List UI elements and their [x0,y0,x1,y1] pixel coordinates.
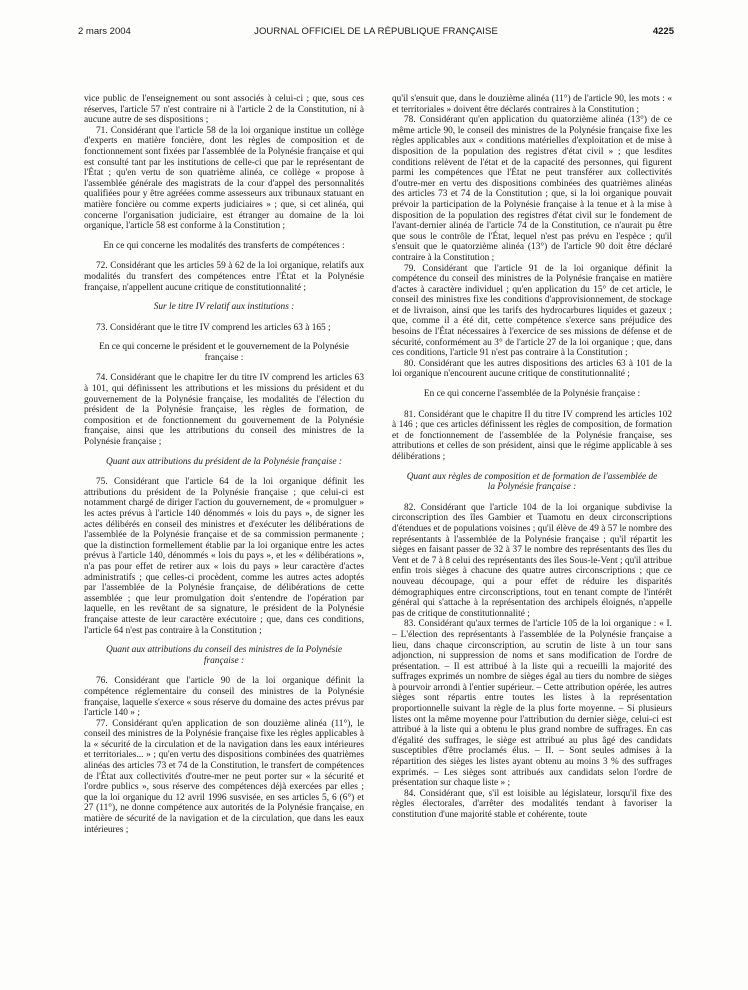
left-subsection-heading: Quant aux attributions du président de la Polynésie française : [106,456,342,467]
right-paragraph: 81. Considérant que le chapitre II du titre IV comprend les articles 102 à 146 ; que ces articles définissent les règles de composition, de formation et de fonctionnement de l'assemblée de la Polynésie française, ses attributions et celles de son président, ainsi que le régime applicable à ses délibérations ; [392,409,672,462]
right-subsection-heading: Quant aux règles de composition et de formation de l'assemblée de la Polynésie française : [406,471,658,493]
right-paragraph: qu'il s'ensuit que, dans le douzième alinéa (11°) de l'article 90, les mots : « et territoriales » doivent être déclarés contraires à la Constitution ; [392,94,672,115]
issue-date: 2 mars 2004 [78,26,131,37]
left-paragraph: 71. Considérant que l'article 58 de la loi organique institue un collège d'experts en matière foncière, dont les règles de composition et de fonctionnement sont fixées par l'assemblée de la Polynésie française et qui est consulté tant par les institutions de celle-ci que par le représentant de l'État ; qu'en vertu de son quatrième alinéa, ce collège « propose à l'assemblée générale des magistrats de la cour d'appel des personnalités qualifiées pour y être agréées comme assesseurs aux tribunaux statuant en matière foncière ou comme experts judiciaires » ; que, si cet alinéa, qui concerne l'organisation judiciaire, est étranger au domaine de la loi organique, l'article 58 est conforme à la Constitution ; [84,125,364,232]
right-paragraph: 83. Considérant qu'aux termes de l'article 105 de la loi organique : « I. – L'élection des représentants à l'assemblée de la Polynésie française a lieu, dans chaque circonscription, au scrutin de liste à un tour sans adjonction, ni suppression de noms et sans modification de l'ordre de présentation. – Il est attribué à la liste qui a recueilli la majorité des suffrages exprimés un nombre de sièges égal au tiers du nombre de sièges à pourvoir arrondi à l'entier supérieur. – Cette attribution opérée, les autres sièges sont répartis entre toutes les listes à la représentation proportionnelle suivant la règle de la plus forte moyenne. – Si plusieurs listes ont la même moyenne pour l'attribution du dernier siège, celui-ci est attribué à la liste qui a obtenu le plus grand nombre de suffrages. En cas d'égalité des suffrages, le siège est attribué au plus âgé des candidats susceptibles d'être proclamés élus. – II. – Sont seules admises à la répartition des sièges les listes ayant obtenu au moins 3 % des suffrages exprimés. – Les sièges sont attribués aux candidats selon l'ordre de présentation sur chaque liste » ; [392,619,672,789]
right-paragraph: 78. Considérant qu'en application du quatorzième alinéa (13°) de ce même article 90, le conseil des ministres de la Polynésie française fixe les règles applicables aux « conditions matérielles d'exploitation et de mise à disposition de la population des registres d'état civil » ; que lesdites conditions relèvent de l'état et de la capacité des personnes, qui figurent parmi les compétences que l'État ne peut transférer aux collectivités d'outre-mer en vertu des dispositions combinées des quatrièmes alinéas des articles 73 et 74 de la Constitution ; que, si la loi organique pouvait prévoir la participation de la Polynésie française à la tenue et à la mise à disposition de la population des registres d'état civil sur le fondement de l'avant-dernier alinéa de l'article 74 de la Constitution, ce n'aurait pu être que sous le contrôle de l'État, lequel n'est pas prévu en l'espèce ; qu'il s'ensuit que le quatorzième alinéa (13°) de l'article 90 doit être déclaré contraire à la Constitution ; [392,115,672,263]
journal-title: JOURNAL OFFICIEL DE LA RÉPUBLIQUE FRANÇAISE [254,26,498,37]
left-paragraph: 76. Considérant que l'article 90 de la loi organique définit la compétence réglementaire du conseil des ministres de la Polynésie française, laquelle s'exerce « sous réserve du domaine des actes prévus par l'article 140 » ; [84,676,364,719]
right-column [392,94,672,821]
left-section-heading: En ce qui concerne le président et le gouvernement de la Polynésie française : [99,342,349,363]
left-subsection-heading: Quant aux attributions du conseil des ministres de la Polynésie française : [105,645,343,666]
right-paragraph: 79. Considérant que l'article 91 de la loi organique définit la compétence du conseil des ministres de la Polynésie française en matière d'actes à caractère individuel ; qu'en application du 15° de cet article, le conseil des ministres fixe les conditions d'approvisionnement, de stockage et de livraison, ainsi que les tarifs des hydrocarbures liquides et gazeux ; que, comme il a été dit, cette compétence s'exerce sans préjudice des besoins de l'État nécessaires à l'exercice de ses missions de défense et de sécurité, conformément au 3° de l'article 27 de la loi organique ; que, dans ces conditions, l'article 91 n'est pas contraire à la Constitution ; [392,263,672,359]
right-paragraph: 84. Considérant que, s'il est loisible au législateur, lorsqu'il fixe des règles électorales, d'arrêter des modalités tendant à favoriser la constitution d'une majorité stable et cohérente, toute [392,788,672,820]
page-header [78,26,674,40]
left-subsection-heading: Sur le titre IV relatif aux institutions : [153,302,295,313]
left-column [84,94,364,835]
left-paragraph: 75. Considérant que l'article 64 de la loi organique définit les attributions du président de la Polynésie française ; que celui-ci est notamment chargé de diriger l'action du gouvernement, de « promulguer » les actes prévus à l'article 140 dénommés « lois du pays », de signer les actes délibérés en conseil des ministres et d'exécuter les délibérations de l'assemblée de la Polynésie française et de sa commission permanente ; que la distinction formellement établie par la loi organique entre les actes prévus à l'article 140, dénommés « lois du pays », et les « délibérations », n'a pas pour effet de retirer aux « lois du pays » leur caractère d'actes administratifs ; que celles-ci procèdent, comme les autres actes adoptés par l'assemblée de la Polynésie française, de délibérations de cette assemblée ; que leur promulgation doit s'entendre de l'opération par laquelle, en les revêtant de sa signature, le président de la Polynésie française atteste de leur caractère exécutoire ; que, dans ces conditions, l'article 64 n'est pas contraire à la Constitution ; [84,477,364,636]
right-paragraph: 80. Considérant que les autres dispositions des articles 63 à 101 de la loi organique n'encourent aucune critique de constitutionnalité ; [392,358,672,380]
left-paragraph: 74. Considérant que le chapitre Ier du titre IV comprend les articles 63 à 101, qui définissent les attributions et les missions du président et du gouvernement de la Polynésie française, les modalités de l'élection du président de la Polynésie française, les règles de formation, de composition et de fonctionnement du gouvernement de la Polynésie française, ainsi que les attributions du conseil des ministres de la Polynésie française ; [84,373,364,448]
left-section-heading: En ce qui concerne les modalités des transferts de compétences : [103,240,345,251]
left-paragraph: 73. Considérant que le titre IV comprend les articles 63 à 165 ; [96,322,331,333]
left-paragraph: 77. Considérant qu'en application de son douzième alinéa (11°), le conseil des ministres de la Polynésie française fixe les règles applicables à la « sécurité de la circulation et de la navigation dans les eaux intérieures et territoriales... » ; qu'en vertu des dispositions combinées des quatrièmes alinéas des articles 73 et 74 de la Constitution, le transfert de compétences de l'État aux collectivités d'outre-mer ne peut porter sur « la sécurité et l'ordre publics », sous réserve des compétences déjà exercées par elles ; que la loi organique du 12 avril 1996 susvisée, en ses articles 5, 6 (6°) et 27 (11°), ne donne compétence aux autorités de la Polynésie française, en matière de sécurité de la navigation et de la circulation, que dans les eaux intérieures ; [84,718,364,835]
right-paragraph: 82. Considérant que l'article 104 de la loi organique subdivise la circonscription des îles Gambier et Tuamotu en deux circonscriptions d'étendues et de populations voisines ; qu'il élève de 49 à 57 le nombre des représentants à l'assemblée de la Polynésie française ; qu'il répartit les sièges en faisant passer de 32 à 37 le nombre des représentants des îles du Vent et de 7 à 8 celui des représentants des îles Sous-le-Vent ; qu'il attribue enfin trois sièges à chacune des quatre autres circonscriptions ; que ce nouveau découpage, qui a pour effet de réduire les disparités démographiques entre circonscriptions, tout en tenant compte de l'intérêt général qui s'attache à la représentation des archipels éloignés, n'appelle pas de critique de constitutionnalité ; [392,502,672,619]
page-number: 4225 [652,26,674,37]
left-paragraph: 72. Considérant que les articles 59 à 62 de la loi organique, relatifs aux modalités du transfert des compétences entre l'État et la Polynésie française, n'appellent aucune critique de constitutionnalité ; [84,261,364,293]
right-section-heading: En ce qui concerne l'assemblée de la Polynésie française : [423,389,641,400]
left-paragraph: vice public de l'enseignement ou sont associés à celui-ci ; que, sous ces réserves, l'article 57 n'est contraire ni à l'article 2 de la Constitution, ni à aucune autre de ses dispositions ; [84,94,364,126]
